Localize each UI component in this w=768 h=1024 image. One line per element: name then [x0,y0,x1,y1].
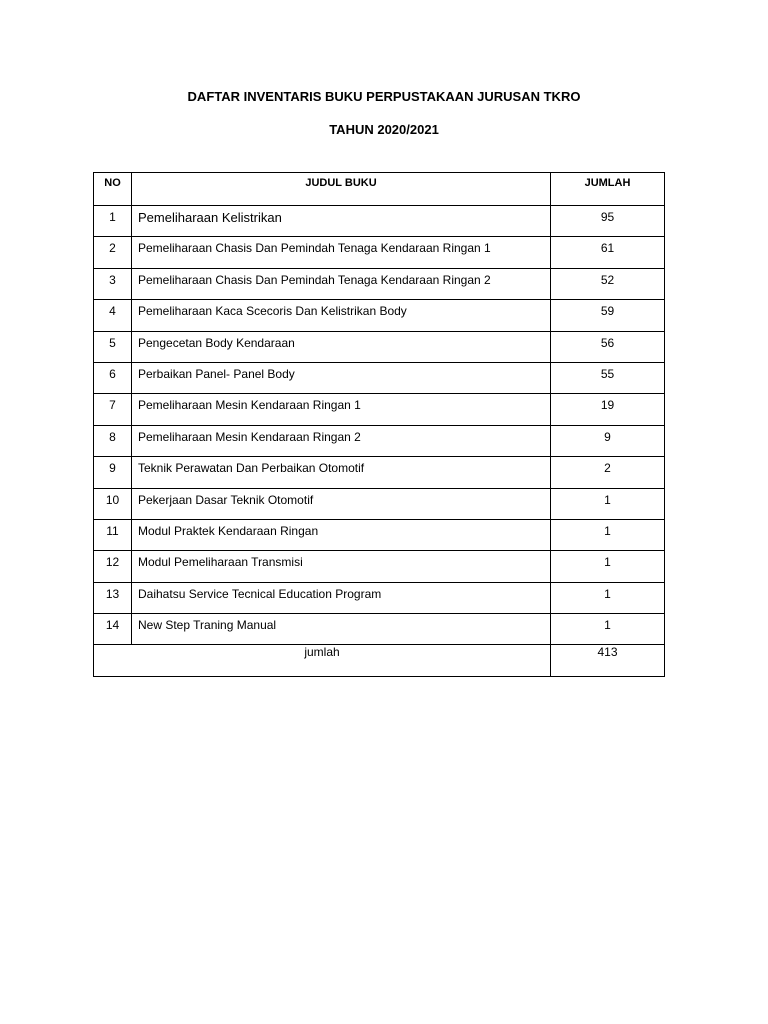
table-row [94,551,665,582]
document-subtitle: TAHUN 2020/2021 [329,122,439,137]
cell-qty: 2 [551,457,665,488]
cell-title: Pemeliharaan Mesin Kendaraan Ringan 2 [132,425,551,456]
cell-no: 2 [94,237,132,268]
table-row [94,614,665,645]
table-total-row [94,645,665,676]
cell-title: Modul Praktek Kendaraan Ringan [132,519,551,550]
cell-title: Daihatsu Service Tecnical Education Program [132,582,551,613]
cell-no: 10 [94,488,132,519]
cell-qty: 1 [551,614,665,645]
table-body [94,206,665,645]
cell-qty: 19 [551,394,665,425]
cell-qty: 1 [551,582,665,613]
inventory-table [93,172,665,677]
cell-qty: 1 [551,551,665,582]
cell-qty: 1 [551,519,665,550]
table-row [94,488,665,519]
cell-no: 4 [94,300,132,331]
cell-no: 9 [94,457,132,488]
cell-no: 8 [94,425,132,456]
document-title: DAFTAR INVENTARIS BUKU PERPUSTAKAAN JURUSAN TKRO [187,89,581,104]
table-header-row [94,173,665,206]
total-label: jumlah [94,645,551,676]
table-row [94,206,665,237]
cell-qty: 9 [551,425,665,456]
cell-qty: 61 [551,237,665,268]
table-row [94,362,665,393]
column-header-qty: JUMLAH [551,173,665,206]
table-row [94,237,665,268]
cell-no: 1 [94,206,132,237]
cell-title: New Step Traning Manual [132,614,551,645]
table-row [94,394,665,425]
cell-no: 13 [94,582,132,613]
cell-no: 14 [94,614,132,645]
cell-qty: 59 [551,300,665,331]
table-row [94,457,665,488]
cell-title: Modul Pemeliharaan Transmisi [132,551,551,582]
cell-title: Pengecetan Body Kendaraan [132,331,551,362]
cell-no: 6 [94,362,132,393]
cell-qty: 55 [551,362,665,393]
cell-title: Pemeliharaan Kaca Scecoris Dan Kelistrikan Body [132,300,551,331]
cell-no: 3 [94,268,132,299]
cell-qty: 56 [551,331,665,362]
total-value: 413 [551,645,665,676]
table-row [94,582,665,613]
table-row [94,331,665,362]
table-row [94,425,665,456]
cell-no: 11 [94,519,132,550]
column-header-no: NO [94,173,132,206]
cell-title: Pemeliharaan Mesin Kendaraan Ringan 1 [132,394,551,425]
cell-no: 5 [94,331,132,362]
cell-qty: 1 [551,488,665,519]
cell-qty: 52 [551,268,665,299]
cell-title: Pemeliharaan Chasis Dan Pemindah Tenaga Kendaraan Ringan 2 [132,268,551,299]
cell-no: 7 [94,394,132,425]
table-row [94,268,665,299]
cell-title: Teknik Perawatan Dan Perbaikan Otomotif [132,457,551,488]
cell-title: Pemeliharaan Chasis Dan Pemindah Tenaga Kendaraan Ringan 1 [132,237,551,268]
table-row [94,300,665,331]
cell-title: Pekerjaan Dasar Teknik Otomotif [132,488,551,519]
cell-title: Perbaikan Panel- Panel Body [132,362,551,393]
cell-title: Pemeliharaan Kelistrikan [132,206,551,237]
cell-qty: 95 [551,206,665,237]
column-header-title: JUDUL BUKU [132,173,551,206]
table-row [94,519,665,550]
cell-no: 12 [94,551,132,582]
